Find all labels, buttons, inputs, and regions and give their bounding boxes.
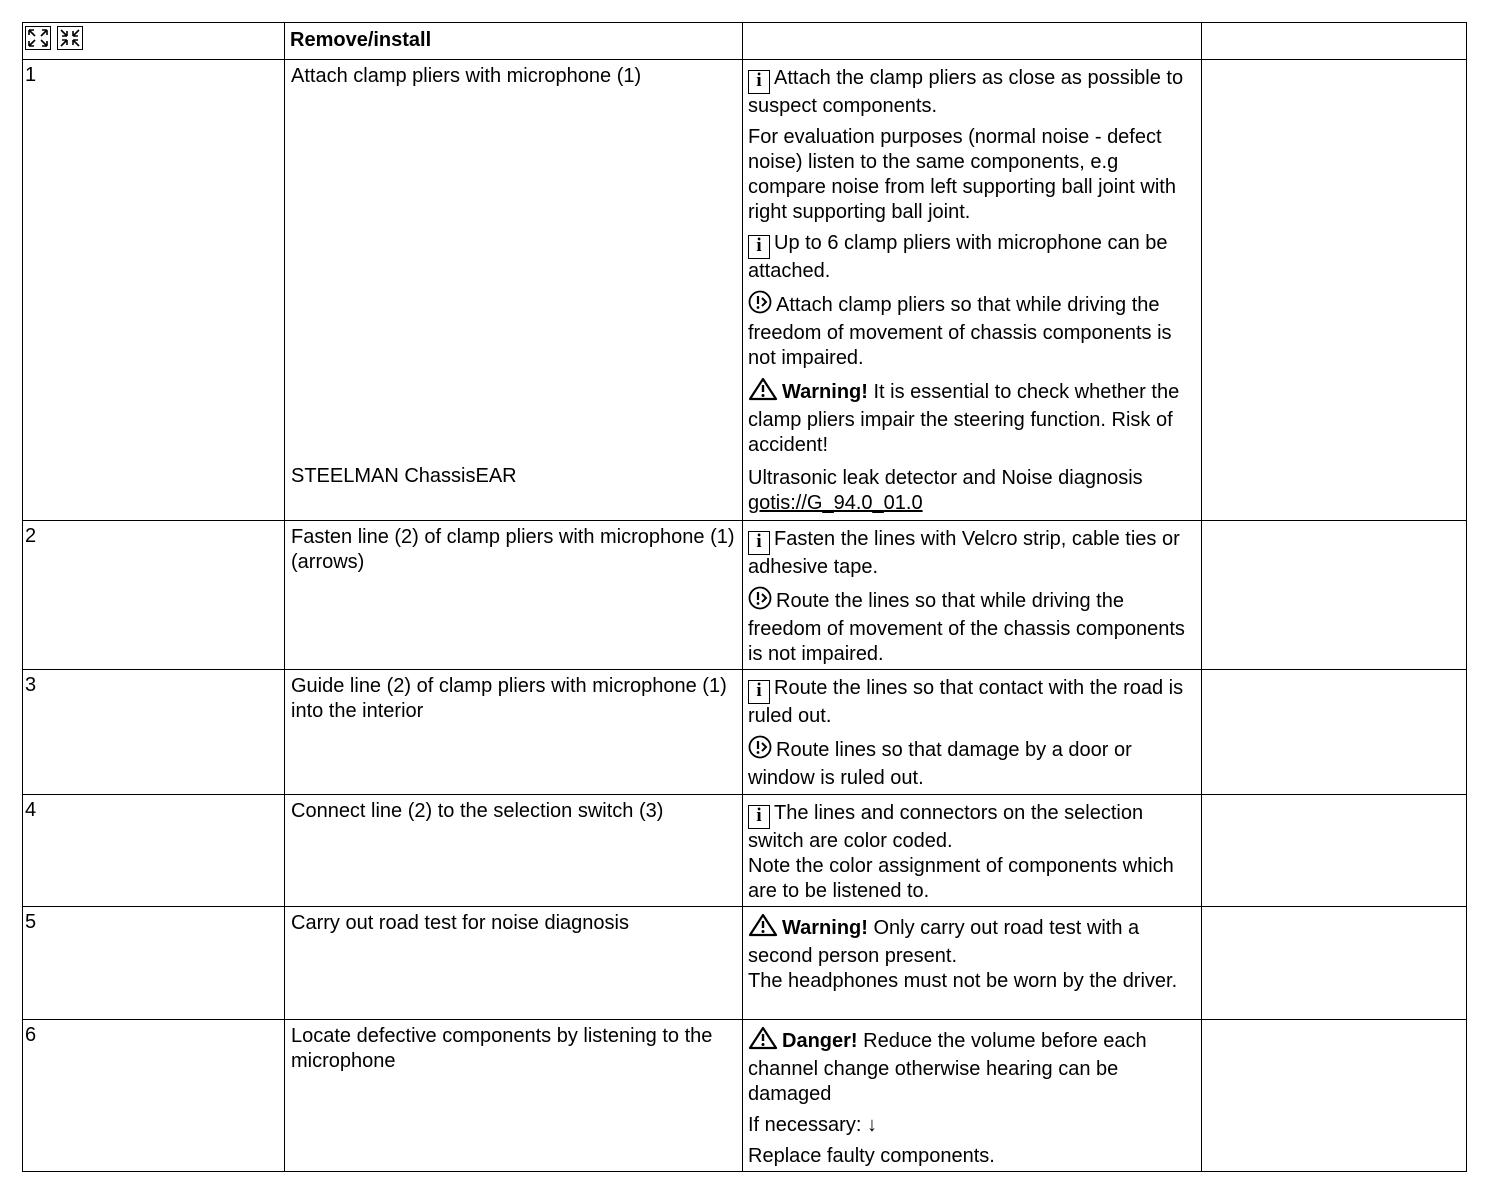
note-text: Up to 6 clamp pliers with microphone can be attached. [748,232,1168,282]
note-text: Fasten the lines with Velcro strip, cable ties or adhesive tape. [748,528,1180,578]
tool-link[interactable]: gotis://G_94.0_01.0 [748,492,923,514]
step-number: 6 [25,1024,37,1046]
step-number: 4 [25,799,37,821]
step-text: Fasten line (2) of clamp pliers with microphone (1) (arrows) [291,526,735,573]
note-text: The lines and connectors on the selection switch are color coded. [748,802,1144,852]
warning-triangle-icon [748,377,778,408]
note-text: Attach clamp pliers so that while driving the freedom of movement of chassis components is not impaired. [748,294,1172,369]
info-icon: i [748,235,770,259]
empty-cell [1202,907,1467,1020]
warning-triangle-icon [748,1026,778,1057]
caution-icon [748,586,772,617]
empty-cell [1202,521,1467,670]
note-text: Attach the clamp pliers as close as possible to suspect components. [748,67,1184,117]
tool-description: Ultrasonic leak detector and Noise diagnosis [748,467,1143,489]
note-text: Route the lines so that while driving the freedom of movement of the chassis components is not impaired. [748,590,1185,665]
warning-label: Warning! [782,917,868,939]
step-number: 3 [25,674,37,696]
table-row [23,795,1467,907]
step-text: Connect line (2) to the selection switch (3) [291,800,664,822]
tool-name: STEELMAN ChassisEAR [291,465,517,487]
note-text: Only carry out road test with a second person present. [748,917,1140,967]
step-text: Attach clamp pliers with microphone (1) [291,65,642,87]
table-row [23,521,1467,670]
empty-cell [1202,60,1467,521]
table-header-row [23,23,1467,60]
note-text: Route the lines so that contact with the road is ruled out. [748,677,1184,727]
step-text: Locate defective components by listening to the microphone [291,1025,713,1072]
info-icon: i [748,805,770,829]
notes-cell [743,670,1202,795]
step-cell [285,60,743,521]
header-notes-cell [743,23,1202,60]
caution-icon [748,735,772,766]
note-text: The headphones must not be worn by the driver. [748,970,1178,992]
notes-cell [743,60,1202,521]
header-title: Remove/install [290,29,432,51]
empty-cell [1202,795,1467,907]
caution-icon [748,290,772,321]
danger-label: Danger! [782,1030,858,1052]
procedure-table [22,22,1467,1172]
step-number: 1 [25,64,37,86]
arrow-down-icon[interactable]: ↓ [866,1114,877,1136]
step-number: 2 [25,525,37,547]
notes-cell [743,795,1202,907]
notes-cell [743,521,1202,670]
table-row [23,670,1467,795]
table-row [23,1020,1467,1172]
note-text: Replace faulty components. [748,1145,995,1167]
table-row [23,907,1467,1020]
header-empty-cell [1202,23,1467,60]
warning-label: Warning! [782,381,868,403]
note-text: Note the color assignment of components which are to be listened to. [748,855,1174,902]
note-text: Reduce the volume before each channel change otherwise hearing can be damaged [748,1030,1147,1105]
note-text: Route lines so that damage by a door or window is ruled out. [748,739,1132,789]
notes-cell [743,907,1202,1020]
header-title-cell [285,23,743,60]
info-icon: i [748,680,770,704]
step-number: 5 [25,911,37,933]
step-text: Carry out road test for noise diagnosis [291,912,629,934]
expand-icon[interactable] [25,26,51,50]
note-text: If necessary: [748,1114,867,1136]
step-text: Guide line (2) of clamp pliers with microphone (1) into the interior [291,675,727,722]
header-icons-cell [23,23,285,60]
notes-cell [743,1020,1202,1172]
note-text: For evaluation purposes (normal noise - defect noise) listen to the same components, e.g compare noise from left supporting ball joint with right supporting ball joint. [748,126,1176,223]
collapse-icon[interactable] [57,26,83,50]
table-row [23,60,1467,521]
info-icon: i [748,70,770,94]
note-text: It is essential to check whether the clamp pliers impair the steering function. Risk of accident! [748,381,1180,456]
empty-cell [1202,670,1467,795]
warning-triangle-icon [748,913,778,944]
info-icon: i [748,531,770,555]
empty-cell [1202,1020,1467,1172]
